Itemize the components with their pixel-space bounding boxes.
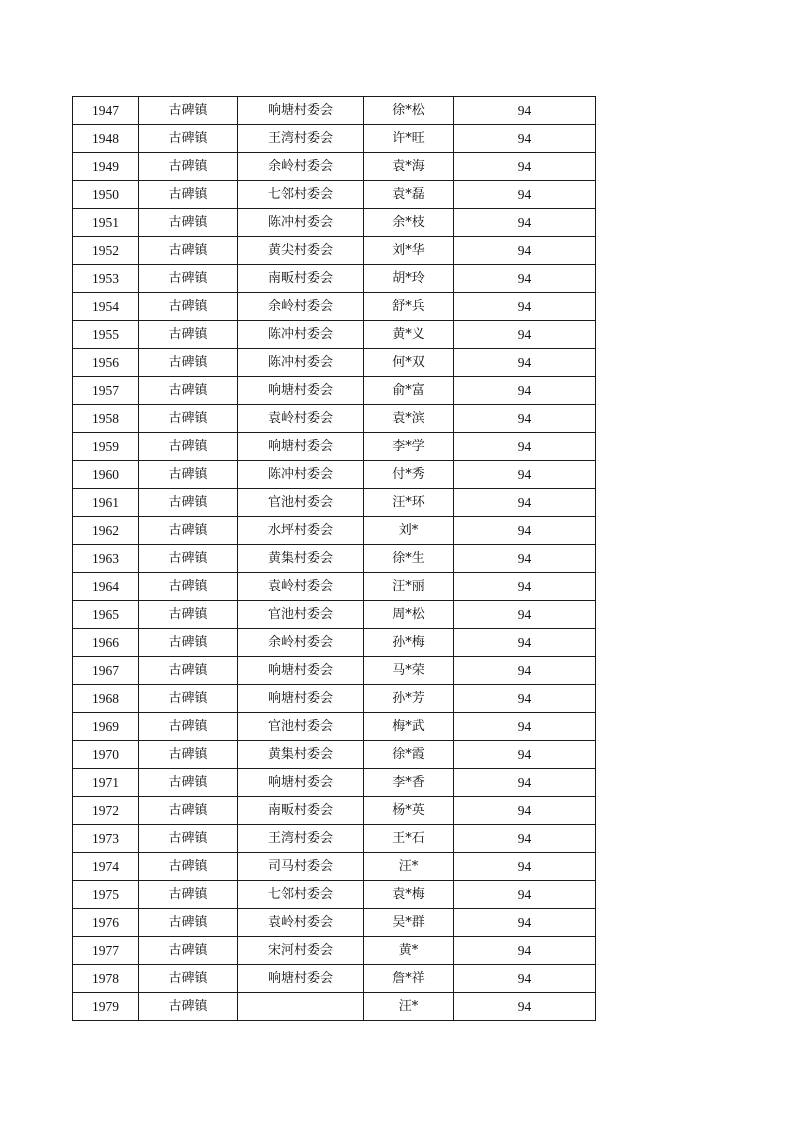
village-committee-cell: 水坪村委会 [238,517,364,545]
name-cell: 何*双 [364,349,454,377]
amount-cell: 94 [454,629,596,657]
amount-cell: 94 [454,377,596,405]
town-cell: 古碑镇 [139,377,238,405]
village-committee-cell: 袁岭村委会 [238,573,364,601]
row-number-cell: 1948 [73,125,139,153]
amount-cell: 94 [454,825,596,853]
row-number-cell: 1971 [73,769,139,797]
town-cell: 古碑镇 [139,97,238,125]
row-number-cell: 1967 [73,657,139,685]
town-cell: 古碑镇 [139,769,238,797]
table-row [73,853,596,881]
name-cell: 汪* [364,993,454,1021]
town-cell: 古碑镇 [139,237,238,265]
row-number-cell: 1962 [73,517,139,545]
table-row [73,405,596,433]
town-cell: 古碑镇 [139,433,238,461]
village-committee-cell: 司马村委会 [238,853,364,881]
town-cell: 古碑镇 [139,601,238,629]
table-row [73,237,596,265]
town-cell: 古碑镇 [139,349,238,377]
amount-cell: 94 [454,937,596,965]
table-row [73,685,596,713]
amount-cell: 94 [454,293,596,321]
table-row [73,937,596,965]
village-committee-cell: 七邻村委会 [238,881,364,909]
row-number-cell: 1966 [73,629,139,657]
amount-cell: 94 [454,657,596,685]
amount-cell: 94 [454,321,596,349]
name-cell: 李*香 [364,769,454,797]
row-number-cell: 1958 [73,405,139,433]
row-number-cell: 1975 [73,881,139,909]
row-number-cell: 1953 [73,265,139,293]
table-row [73,629,596,657]
town-cell: 古碑镇 [139,797,238,825]
town-cell: 古碑镇 [139,405,238,433]
table-row [73,433,596,461]
name-cell: 孙*梅 [364,629,454,657]
name-cell: 汪* [364,853,454,881]
village-committee-cell: 陈冲村委会 [238,321,364,349]
amount-cell: 94 [454,237,596,265]
row-number-cell: 1972 [73,797,139,825]
amount-cell: 94 [454,965,596,993]
town-cell: 古碑镇 [139,125,238,153]
town-cell: 古碑镇 [139,265,238,293]
row-number-cell: 1976 [73,909,139,937]
row-number-cell: 1956 [73,349,139,377]
village-committee-cell: 南畈村委会 [238,797,364,825]
town-cell: 古碑镇 [139,545,238,573]
amount-cell: 94 [454,909,596,937]
name-cell: 马*荣 [364,657,454,685]
name-cell: 周*松 [364,601,454,629]
table-row [73,265,596,293]
town-cell: 古碑镇 [139,825,238,853]
row-number-cell: 1977 [73,937,139,965]
table-row [73,377,596,405]
amount-cell: 94 [454,713,596,741]
name-cell: 刘* [364,517,454,545]
town-cell: 古碑镇 [139,881,238,909]
village-committee-cell: 官池村委会 [238,713,364,741]
row-number-cell: 1973 [73,825,139,853]
town-cell: 古碑镇 [139,685,238,713]
table-row [73,545,596,573]
village-committee-cell: 陈冲村委会 [238,461,364,489]
row-number-cell: 1974 [73,853,139,881]
row-number-cell: 1960 [73,461,139,489]
name-cell: 袁*海 [364,153,454,181]
name-cell: 梅*武 [364,713,454,741]
table-row [73,153,596,181]
amount-cell: 94 [454,741,596,769]
row-number-cell: 1957 [73,377,139,405]
row-number-cell: 1949 [73,153,139,181]
row-number-cell: 1947 [73,97,139,125]
amount-cell: 94 [454,685,596,713]
table-row [73,97,596,125]
village-committee-cell: 官池村委会 [238,601,364,629]
village-committee-cell: 响塘村委会 [238,769,364,797]
name-cell: 舒*兵 [364,293,454,321]
table-row [73,461,596,489]
town-cell: 古碑镇 [139,965,238,993]
table-row [73,601,596,629]
row-number-cell: 1950 [73,181,139,209]
name-cell: 汪*环 [364,489,454,517]
town-cell: 古碑镇 [139,153,238,181]
amount-cell: 94 [454,349,596,377]
name-cell: 王*石 [364,825,454,853]
table-row [73,657,596,685]
village-committee-cell: 黄尖村委会 [238,237,364,265]
town-cell: 古碑镇 [139,293,238,321]
table-row [73,573,596,601]
village-committee-cell: 黄集村委会 [238,545,364,573]
name-cell: 袁*磊 [364,181,454,209]
village-committee-cell: 黄集村委会 [238,741,364,769]
name-cell: 胡*玲 [364,265,454,293]
town-cell: 古碑镇 [139,993,238,1021]
table-row [73,797,596,825]
data-table [72,96,596,1021]
town-cell: 古碑镇 [139,629,238,657]
village-committee-cell: 七邻村委会 [238,181,364,209]
amount-cell: 94 [454,97,596,125]
amount-cell: 94 [454,881,596,909]
row-number-cell: 1979 [73,993,139,1021]
amount-cell: 94 [454,265,596,293]
table-row [73,209,596,237]
name-cell: 吴*群 [364,909,454,937]
name-cell: 詹*祥 [364,965,454,993]
amount-cell: 94 [454,545,596,573]
village-committee-cell: 响塘村委会 [238,685,364,713]
row-number-cell: 1970 [73,741,139,769]
village-committee-cell: 陈冲村委会 [238,349,364,377]
table-row [73,769,596,797]
village-committee-cell: 余岭村委会 [238,629,364,657]
town-cell: 古碑镇 [139,573,238,601]
village-committee-cell [238,993,364,1021]
table-row [73,993,596,1021]
amount-cell: 94 [454,797,596,825]
name-cell: 李*学 [364,433,454,461]
amount-cell: 94 [454,573,596,601]
name-cell: 许*旺 [364,125,454,153]
name-cell: 俞*富 [364,377,454,405]
table-body [73,97,596,1021]
name-cell: 付*秀 [364,461,454,489]
table-row [73,321,596,349]
table-row [73,349,596,377]
table-row [73,517,596,545]
row-number-cell: 1954 [73,293,139,321]
row-number-cell: 1969 [73,713,139,741]
name-cell: 徐*霞 [364,741,454,769]
amount-cell: 94 [454,489,596,517]
name-cell: 黄* [364,937,454,965]
amount-cell: 94 [454,517,596,545]
village-committee-cell: 王湾村委会 [238,125,364,153]
village-committee-cell: 响塘村委会 [238,657,364,685]
amount-cell: 94 [454,601,596,629]
village-committee-cell: 王湾村委会 [238,825,364,853]
town-cell: 古碑镇 [139,489,238,517]
village-committee-cell: 宋河村委会 [238,937,364,965]
amount-cell: 94 [454,125,596,153]
village-committee-cell: 南畈村委会 [238,265,364,293]
amount-cell: 94 [454,181,596,209]
town-cell: 古碑镇 [139,937,238,965]
table-row [73,965,596,993]
row-number-cell: 1968 [73,685,139,713]
name-cell: 袁*梅 [364,881,454,909]
village-committee-cell: 袁岭村委会 [238,405,364,433]
amount-cell: 94 [454,769,596,797]
name-cell: 杨*英 [364,797,454,825]
amount-cell: 94 [454,433,596,461]
name-cell: 黄*义 [364,321,454,349]
amount-cell: 94 [454,461,596,489]
village-committee-cell: 响塘村委会 [238,97,364,125]
town-cell: 古碑镇 [139,517,238,545]
village-committee-cell: 响塘村委会 [238,433,364,461]
row-number-cell: 1959 [73,433,139,461]
town-cell: 古碑镇 [139,209,238,237]
village-committee-cell: 余岭村委会 [238,153,364,181]
village-committee-cell: 余岭村委会 [238,293,364,321]
name-cell: 刘*华 [364,237,454,265]
row-number-cell: 1965 [73,601,139,629]
town-cell: 古碑镇 [139,909,238,937]
table-row [73,125,596,153]
table-row [73,713,596,741]
village-committee-cell: 响塘村委会 [238,377,364,405]
name-cell: 汪*丽 [364,573,454,601]
name-cell: 余*枝 [364,209,454,237]
name-cell: 徐*生 [364,545,454,573]
row-number-cell: 1961 [73,489,139,517]
table-row [73,489,596,517]
amount-cell: 94 [454,405,596,433]
table-row [73,181,596,209]
village-committee-cell: 响塘村委会 [238,965,364,993]
town-cell: 古碑镇 [139,741,238,769]
table-row [73,825,596,853]
table-row [73,741,596,769]
row-number-cell: 1952 [73,237,139,265]
table-row [73,293,596,321]
town-cell: 古碑镇 [139,181,238,209]
row-number-cell: 1955 [73,321,139,349]
amount-cell: 94 [454,853,596,881]
table-row [73,909,596,937]
town-cell: 古碑镇 [139,461,238,489]
village-committee-cell: 袁岭村委会 [238,909,364,937]
village-committee-cell: 官池村委会 [238,489,364,517]
table-row [73,881,596,909]
row-number-cell: 1951 [73,209,139,237]
name-cell: 孙*芳 [364,685,454,713]
amount-cell: 94 [454,153,596,181]
town-cell: 古碑镇 [139,657,238,685]
town-cell: 古碑镇 [139,713,238,741]
row-number-cell: 1964 [73,573,139,601]
name-cell: 徐*松 [364,97,454,125]
village-committee-cell: 陈冲村委会 [238,209,364,237]
row-number-cell: 1963 [73,545,139,573]
amount-cell: 94 [454,993,596,1021]
row-number-cell: 1978 [73,965,139,993]
name-cell: 袁*滨 [364,405,454,433]
amount-cell: 94 [454,209,596,237]
town-cell: 古碑镇 [139,321,238,349]
town-cell: 古碑镇 [139,853,238,881]
